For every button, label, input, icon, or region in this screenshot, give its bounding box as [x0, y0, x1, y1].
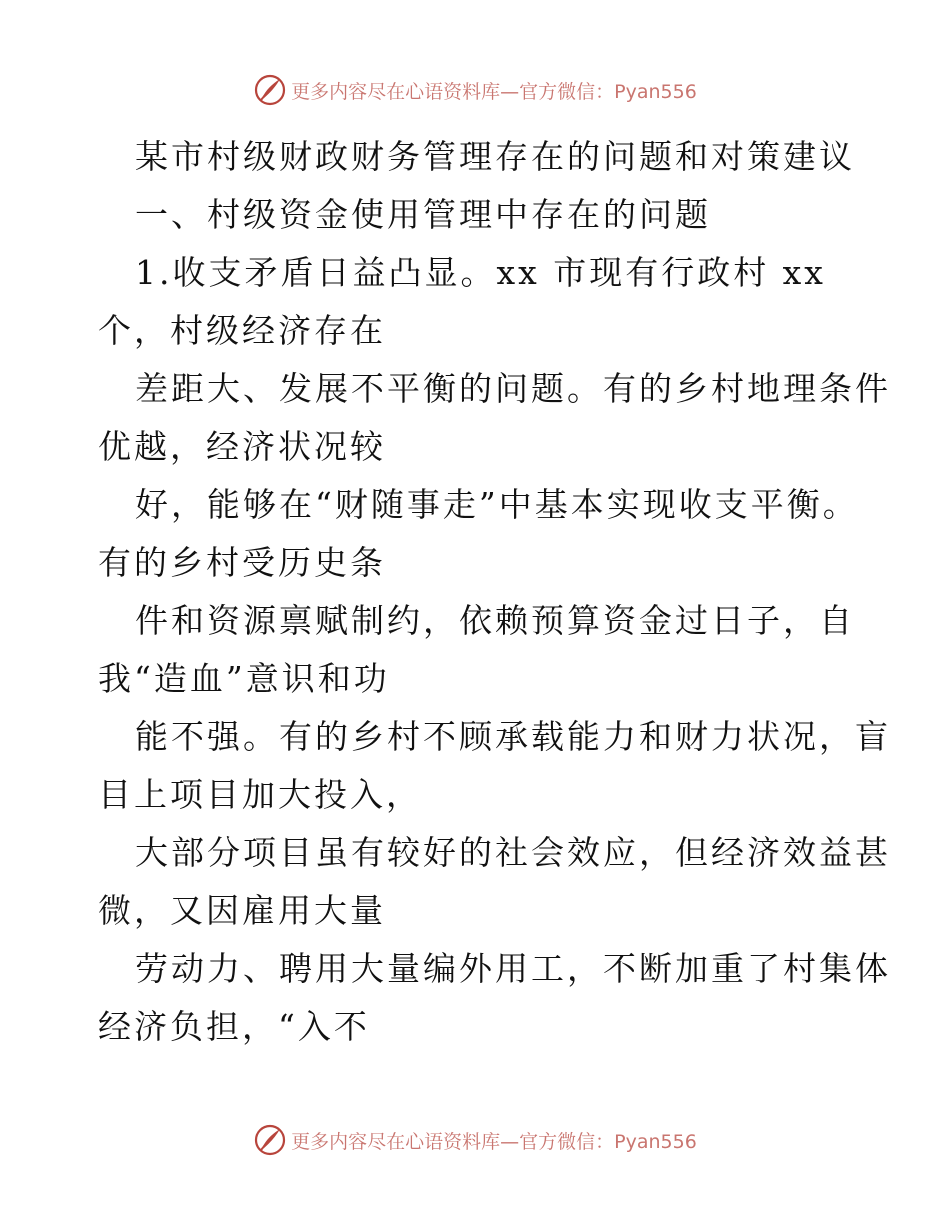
quill-logo-icon	[253, 1123, 287, 1157]
paragraph-line: 大部分项目虽有较好的社会效应，但经济效益甚	[135, 833, 891, 872]
paragraph-line: 优越，经济状况较	[98, 427, 386, 466]
paragraph-line: 经济负担，“入不	[98, 1007, 370, 1046]
paragraph-line: 好，能够在“财随事走”中基本实现收支平衡。	[135, 485, 859, 524]
paragraph-line: 差距大、发展不平衡的问题。有的乡村地理条件	[135, 369, 891, 408]
paragraph-line: 我“造血”意识和功	[98, 659, 390, 698]
watermark-text: 更多内容尽在心语资料库—官方微信：Pyan556	[291, 1130, 697, 1153]
paragraph-line: 有的乡村受历史条	[98, 543, 386, 582]
quill-logo-icon	[253, 73, 287, 107]
watermark-text: 更多内容尽在心语资料库—官方微信：Pyan556	[291, 80, 697, 103]
paragraph-line: 目上项目加大投入，	[98, 775, 422, 814]
paragraph-line: 能不强。有的乡村不顾承载能力和财力状况，盲	[135, 717, 891, 756]
header-watermark	[0, 70, 950, 110]
section-heading: 一、村级资金使用管理中存在的问题	[135, 195, 711, 234]
document-title: 某市村级财政财务管理存在的问题和对策建议	[135, 137, 855, 176]
paragraph-line: 个，村级经济存在	[98, 311, 386, 350]
paragraph-line: 微，又因雇用大量	[98, 891, 386, 930]
paragraph-line: 1.收支矛盾日益凸显。xx 市现有行政村 xx	[135, 253, 826, 292]
paragraph-line: 件和资源禀赋制约，依赖预算资金过日子，自	[135, 601, 855, 640]
footer-watermark	[0, 1120, 950, 1160]
paragraph-line: 劳动力、聘用大量编外用工，不断加重了村集体	[135, 949, 891, 988]
